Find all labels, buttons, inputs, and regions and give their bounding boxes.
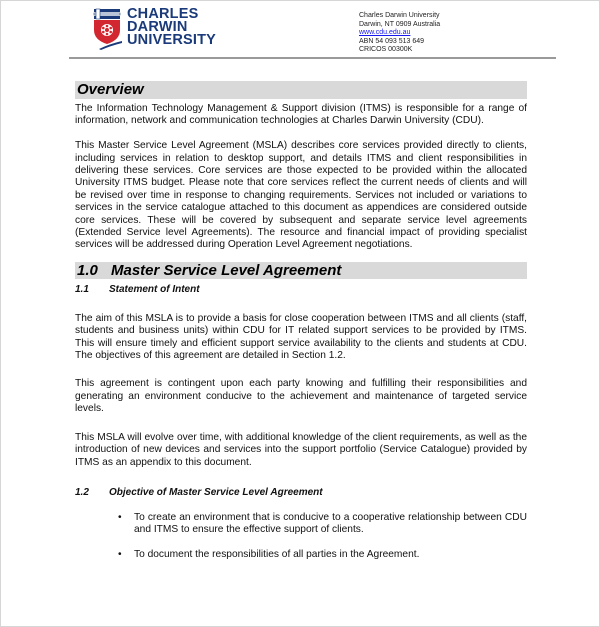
intent-paragraph-1: The aim of this MSLA is to provide a basis for close cooperation between ITMS and all clients (staff, students and business units) within CDU for IT related support services to be provided by ITMS. This will ensure timely and efficient support service availability to the clients and students at CDU. The objectives of this agreement are detailed in Section 1.2. xyxy=(75,312,527,362)
objectives-list xyxy=(75,512,527,561)
document-body xyxy=(75,81,527,561)
logo-wordmark xyxy=(127,8,216,47)
objective-text-2: To document the responsibilities of all parties in the Agreement. xyxy=(134,548,420,560)
university-address xyxy=(359,12,440,55)
intent-paragraph-2: This agreement is contingent upon each party knowing and fulfilling their responsibilities and generating an environment conducive to the achievement and maintenance of targeted service levels. xyxy=(75,378,527,415)
website-link[interactable]: www.cdu.edu.au xyxy=(359,29,411,37)
address-name: Charles Darwin University xyxy=(359,12,440,19)
intent-paragraph-3: This MSLA will evolve over time, with additional knowledge of the client requirements, as well as the introduction of new devices and services into the support portfolio (Service Catalogue) provided by ITMS as an appendix to this document. xyxy=(75,431,527,468)
section-1-title: Master Service Level Agreement xyxy=(111,261,342,279)
section-1-heading xyxy=(75,262,527,279)
section-1-1-title: Statement of Intent xyxy=(109,283,200,295)
address-cricos: CRICOS 00300K xyxy=(359,46,413,54)
logo-line-2: DARWIN xyxy=(127,19,188,35)
cdu-logo xyxy=(93,8,233,52)
cdu-crest-icon xyxy=(93,8,123,50)
logo-line-1: CHARLES xyxy=(127,6,199,22)
section-1-2-heading xyxy=(75,487,527,498)
section-1-1-heading xyxy=(75,284,527,295)
list-item xyxy=(75,512,527,537)
objective-text-1: To create an environment that is conducive to a cooperative relationship between CDU and ITMS to ensure the effective support of clients. xyxy=(134,511,527,536)
section-1-2-number: 1.2 xyxy=(75,486,89,498)
header-divider xyxy=(69,57,556,59)
bullet-icon: • xyxy=(118,548,122,560)
section-1-2-title: Objective of Master Service Level Agreement xyxy=(109,486,323,498)
list-item xyxy=(75,549,527,561)
bullet-icon: • xyxy=(118,511,122,523)
section-1-1-number: 1.1 xyxy=(75,283,89,295)
overview-paragraph-1: The Information Technology Management & Support division (ITMS) is responsible for a range of information, network and communication technologies at Charles Darwin University (CDU). xyxy=(75,103,527,127)
overview-heading: Overview xyxy=(75,81,527,99)
address-abn: ABN 54 093 513 649 xyxy=(359,37,424,45)
address-location: Darwin, NT 0909 Australia xyxy=(359,20,441,28)
logo-line-3: UNIVERSITY xyxy=(127,32,217,48)
section-1-number: 1.0 xyxy=(77,261,98,279)
overview-paragraph-2: This Master Service Level Agreement (MSLA) describes core services provided directly to clients, including services in relation to desktop support, and details ITMS and client responsibilities in delivering these services. Core services are those expected to be provided within the allocated University ITMS budget. Please note that core services reflect the current needs of clients and will be revised over time in response to changing requirements. Services not included or variations to services in the service catalogue attached to this document as appendices are considered outside core services. These will be covered by subsequent and separate service level agreements (Extended Service level Agreements). The resource and financial impact of providing specialist services will be addressed during Operation Level Agreement negotiations. xyxy=(75,140,527,251)
